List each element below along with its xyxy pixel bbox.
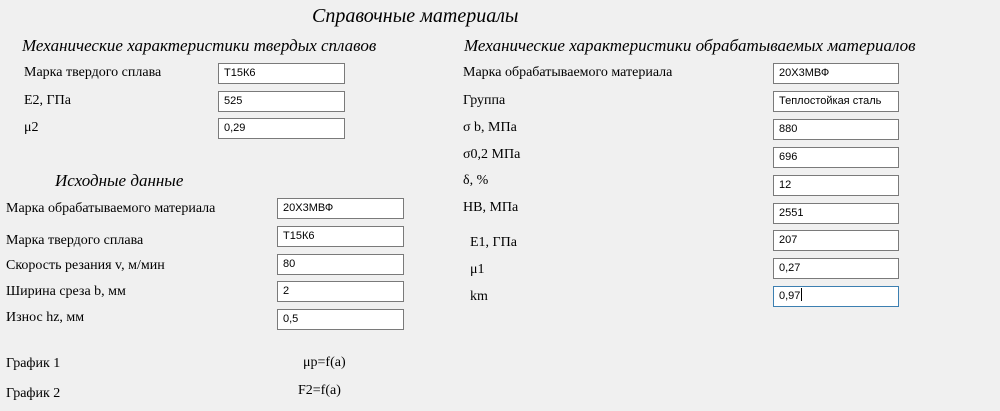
e2-label: E2, ГПа xyxy=(24,93,71,108)
mu1-field[interactable]: 0,27 xyxy=(773,258,899,279)
initial-alloy-label: Марка твердого сплава xyxy=(6,233,144,248)
mu1-label: μ1 xyxy=(470,262,485,277)
graph-1-label: График 1 xyxy=(6,356,61,371)
graph-2-formula[interactable]: F2=f(a) xyxy=(298,383,341,398)
material-heading: Механические характеристики обрабатываемых материалов xyxy=(464,36,916,55)
e2-field[interactable]: 525 xyxy=(218,91,345,112)
e1-label: E1, ГПа xyxy=(470,235,517,250)
initial-material-field[interactable]: 20Х3МВФ xyxy=(277,198,404,219)
material-grade-field[interactable]: 20Х3МВФ xyxy=(773,63,899,84)
wear-label: Износ hz, мм xyxy=(6,310,85,325)
page-title: Справочные материалы xyxy=(312,5,519,27)
hard-alloy-grade-label: Марка твердого сплава xyxy=(24,65,162,80)
cut-width-field[interactable]: 2 xyxy=(277,281,404,302)
group-label: Группа xyxy=(463,93,506,108)
delta-label: δ, % xyxy=(463,173,489,188)
initial-data-heading: Исходные данные xyxy=(55,171,184,190)
hb-field[interactable]: 2551 xyxy=(773,203,899,224)
sigma-b-field[interactable]: 880 xyxy=(773,119,899,140)
sigma-02-label: σ0,2 МПа xyxy=(463,147,521,162)
mu2-label: μ2 xyxy=(24,120,39,135)
hb-label: HB, МПа xyxy=(463,200,519,215)
material-grade-label: Марка обрабатываемого материала xyxy=(463,65,673,80)
group-field[interactable]: Теплостойкая сталь xyxy=(773,91,899,112)
initial-alloy-field[interactable]: Т15К6 xyxy=(277,226,404,247)
km-field-value: 0,97 xyxy=(779,290,801,302)
sigma-b-label: σ b, МПа xyxy=(463,120,517,135)
e1-field[interactable]: 207 xyxy=(773,230,899,251)
mu2-field[interactable]: 0,29 xyxy=(218,118,345,139)
cut-width-label: Ширина среза b, мм xyxy=(6,284,126,299)
text-caret xyxy=(801,288,802,301)
wear-field[interactable]: 0,5 xyxy=(277,309,404,330)
cutting-speed-label: Скорость резания v, м/мин xyxy=(6,258,165,273)
hard-alloy-heading: Механические характеристики твердых сплавов xyxy=(22,36,377,55)
km-label: km xyxy=(470,289,488,304)
graph-1-formula[interactable]: μp=f(a) xyxy=(303,355,346,370)
cutting-speed-field[interactable]: 80 xyxy=(277,254,404,275)
km-field[interactable] xyxy=(773,286,899,307)
graph-2-label: График 2 xyxy=(6,386,61,401)
delta-field[interactable]: 12 xyxy=(773,175,899,196)
initial-material-label: Марка обрабатываемого материала xyxy=(6,201,216,216)
hard-alloy-grade-field[interactable]: Т15К6 xyxy=(218,63,345,84)
sigma-02-field[interactable]: 696 xyxy=(773,147,899,168)
